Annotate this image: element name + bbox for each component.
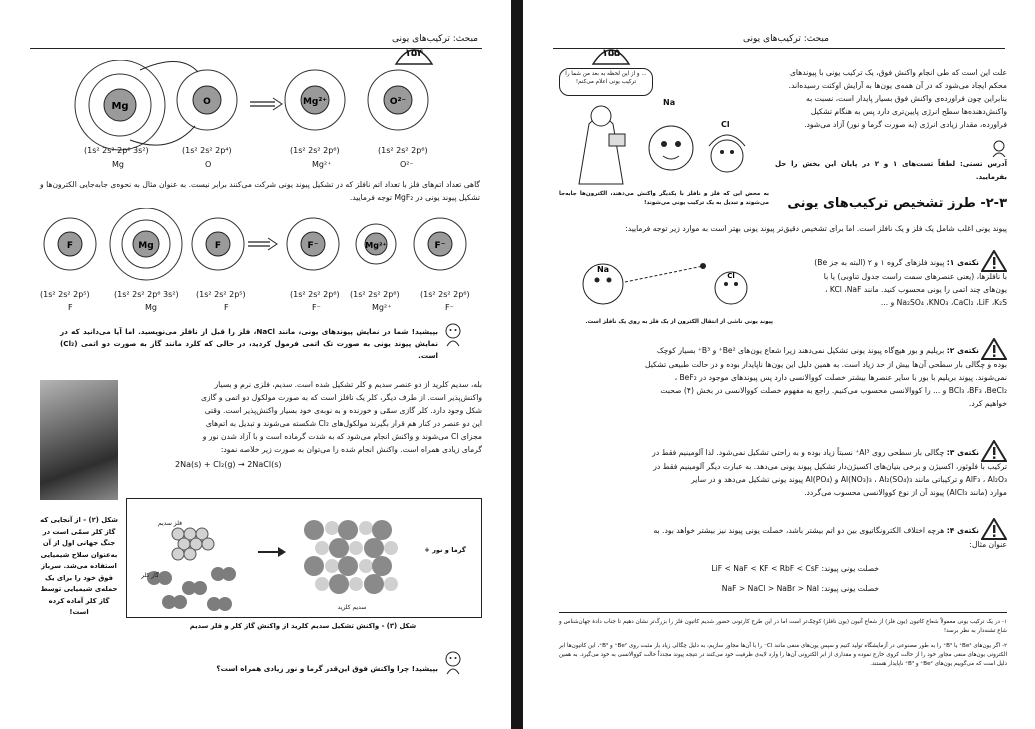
reaction-arrow-icon (258, 547, 286, 557)
mgf2-transfer-diagram (38, 208, 478, 288)
note-4-line: هرچه اختلاف الکترونگاتیوی بین دو اتم بیشتر باشد، خصلت یونی پیوند نیز بیشتر خواهد بود. به (653, 526, 945, 535)
section-intro: پیوند یونی اغلب شامل یک فلز و یک نافلز است. اما برای تشخیص دقیق‌تر پیوند یونی بهتر است به موارد زیر توجه فرمایید: (625, 224, 1007, 233)
note-3-body (559, 460, 1007, 499)
mg-ion-label-center: Mg²⁺ (372, 303, 392, 312)
svg-text:O²⁻: O²⁻ (389, 97, 407, 107)
intro-line: محکم ایجاد می‌شود که در آن همه‌ی یون‌ها به آرایش اوکتت رسیده‌اند. (788, 81, 1007, 90)
ionic-series-2 (559, 582, 879, 595)
para2-line: این دو عنصر در کنار هم قرار بگیرند مولکول‌های Cl₂ شکسته می‌شوند و تبدیل به اتم‌های (205, 419, 482, 428)
svg-text:Mg: Mg (138, 241, 154, 251)
note-2-line: بوده و چگالی بار سطحی آن‌ها بیش از حد زیاد است. به همین دلیل این یون‌ها ناپایدار بوده و در حالت طبیعی تشکیل (645, 360, 1007, 369)
svg-text:Mg²⁺: Mg²⁺ (365, 241, 387, 250)
intro-line: علت این است که طی انجام واکنش فوق، یک ترکیب یونی با پیوندهای (789, 68, 1007, 77)
right-page-number-badge (589, 40, 633, 66)
left-header-title: مبحث: ترکیب‌های یونی (392, 34, 478, 44)
svg-text:F: F (66, 241, 74, 251)
note-2-line: خواهیم کرد. (968, 399, 1007, 408)
mg-ion (285, 70, 345, 130)
note-3-line: موارد (مانند AlCl₃) پیوند آن از نوع کووالانسی محسوب می‌گردد. (804, 488, 1007, 497)
mg-label-center: Mg (145, 303, 157, 312)
f-ion-config-left: (1s² 2s² 2p⁶) (290, 290, 340, 299)
note-2-line: نمی‌شوند. پیوند بریلیم با بور با سایر عنصرها بیشتر خصلت کووالانسی دارد پس پیوندهای موجود در BeF₂ ، (674, 373, 1007, 382)
series-1-formula: LiF < NaF < KF < RbF < CsF (711, 564, 820, 573)
note-3-line: ترکیب با فلوئور، اکسیژن و برخی بنیان‌های اکسیژن‌دار تشکیل پیوند یونی می‌دهد. به عبارت دیگر آلومینیم فقط در (653, 462, 1007, 471)
f-ion-label-left: F⁻ (312, 303, 321, 312)
note-2-body (559, 358, 1007, 410)
photo-caption: شکل (۲) - از آنجایی که گاز کلر سمّی است در جنگ جهانی اول از آن به‌عنوان سلاح شیمیایی استفاده می‌شد. سرباز فوق خود را برای یک حمله‌ی شیمیایی توسط گاز کلر آماده کرده است! (40, 516, 118, 616)
left-paragraph-1: گاهی تعداد اتم‌های فلز با تعداد اتم نافلز که در تشکیل پیوند یونی شرکت می‌کنند برابر نیست. به عنوان مثال به نحوه‌ی جابه‌جایی الکترون‌ها و تشکیل پیوند یونی در MgF₂ توجه فرمایید. (40, 180, 480, 202)
para2-line: مجزای Cl می‌شوند و واکنش انجام می‌شود که به شدت گرماده است و با آزاد شدن نور و (202, 432, 482, 441)
intro-line: فراورده، مقدار زیادی انرژی (به صورت گرما و نور) آزاد می‌شود. (804, 120, 1007, 129)
para2-line: بله، سدیم کلرید از دو عنصر سدیم و کلر تشکیل شده است. سدیم، فلزی نرم و بسیار (214, 380, 482, 389)
mascot-icon (991, 140, 1007, 158)
f-ion-config-right: (1s² 2s² 2p⁶) (420, 290, 470, 299)
note-3 (559, 446, 979, 459)
priest-and-atoms-drawing (559, 94, 769, 186)
right-intro-paragraph (775, 66, 1007, 131)
tip-1: بپیشید! شما در نمایش پیوندهای یونی، مانند NaCl، فلز را قبل از نافلز می‌نویسید. اما آیا می‌دانید که در نمایش پیوند یونی به صورت تک اتمی فرمول کردید، در حالی که کلرد مانند گاز به صورت دو اتمی (Cl₂) است. (60, 327, 438, 360)
note-3-label: نکته‌ی ۳: (946, 448, 979, 457)
o-label: O (205, 160, 212, 169)
thinking-mascot-icon (442, 322, 464, 348)
note-2-label: نکته‌ی ۲: (946, 346, 979, 355)
o-config: (1s² 2s² 2p⁴) (182, 146, 232, 155)
arrow-right-icon (250, 98, 282, 110)
note-1-line: با نافلزها، (یعنی عنصرهای سمت راست جدول تناوبی) یا با (823, 272, 1007, 281)
warning-triangle-icon (981, 250, 1007, 272)
svg-text:O: O (203, 97, 211, 107)
mg-ion-config-center: (1s² 2s² 2p⁶) (350, 290, 400, 299)
right-header-title: مبحث: ترکیب‌های یونی (743, 34, 829, 44)
mg-ion-center (356, 224, 396, 264)
para2-line: واکنش‌پذیر است. از طرف دیگر، کلر یک نافلز است که به صورت مولکول دو اتمی و گازی (200, 393, 482, 402)
f-label-right: F (224, 303, 229, 312)
mg-ion-label: Mg²⁺ (312, 160, 332, 169)
note-2 (559, 344, 979, 357)
cl-label: Cl (721, 120, 730, 129)
footnote-1: ۱- در یک ترکیب یونی معمولاً شعاع کاتیون (یون فلز) از شعاع آنیون (یون نافلز) کوچک‌تر است اما در این طرح کارتونی حضور شدیم کاتیون فلز را بزرگ‌تر نشان دهیم تا جناب دادهٔ جهان‌شناس و شاع تشنه‌دار به نظر برسد! (559, 619, 1007, 634)
sodium-chloride-crystal (304, 520, 398, 594)
f-atom-right (192, 218, 244, 270)
arrow-right-icon (248, 238, 277, 250)
note-1-line: یون‌های چند اتمی را یونی محسوب کنید. مانند KCl ،NaF ، (825, 285, 1007, 294)
note-3-line: چگالی بار سطحی روی Al³⁺ نسبتاً زیاد بوده و به راحتی تشکیل نمی‌شود. لذا آلومینیم فقط در (652, 448, 945, 457)
nacl-label: سدیم کلرید (337, 604, 367, 611)
f-ion-right (414, 218, 466, 270)
warning-triangle-icon (981, 338, 1007, 360)
note-1-line: Na₂SO₄ ،KNO₃ ،CaCl₂ ،LiF ،K₂S و ... (880, 298, 1007, 307)
mg-label: Mg (112, 160, 124, 169)
note-4-line: عنوان مثال: (969, 540, 1007, 549)
f-atom-left (44, 218, 96, 270)
right-page (523, 0, 1035, 729)
left-page-number: ۱۵۴ (404, 48, 424, 59)
para2-line: شکل وجود دارد. کلر گازی سمّی و خورنده و به نوبه‌ی خود بسیار واکنش‌پذیر است. وقتی (204, 406, 482, 415)
footnote-2: ۲- اگر یون‌های Be²⁺ یا B³⁺ را به طور مصنوعی در آزمایشگاه تولید کنیم و سپس یون‌های منفی مانند Cl⁻ را با آن‌ها مجاور سازیم، به دلیل چگالی زیاد بار مثبت روی Be²⁺ و B³⁺، این کاتیون‌ها ابر الکترونی یون‌های منفی مجاور خود را از حالت کروی خارج نموده و مقداری از ابر الکترونی آن‌ها را وارد لایه‌ی ظرفیت خود می‌کنند در نتیجه پیوند مجدداً حالت کووالانسی به خود می‌گیرد. به همین دلیل است که می‌گوییم یون‌های Be²⁺ و B³⁺ ناپایدار هستند. (559, 643, 1007, 667)
para2-line: گرمای زیادی همراه است. واکنش انجام شده را می‌توان به صورت زیر خلاصه نمود: (220, 445, 482, 454)
svg-text:F⁻: F⁻ (307, 241, 319, 251)
mg-atom (75, 60, 165, 150)
mg-config: (1s² 2s² 2p⁶ 3s²) (84, 146, 149, 155)
left-paragraph-2 (126, 378, 482, 456)
svg-text:F⁻: F⁻ (434, 241, 446, 251)
note-4-label: نکته‌ی ۴: (946, 526, 979, 535)
note-4-body (559, 538, 1007, 551)
reaction-equation: 2Na(s) + Cl₂(g) → 2NaCl(s) (175, 460, 282, 469)
tip-2: بپیشید! چرا واکنش فوق این‌قدر گرما و نور زیادی همراه است؟ (216, 664, 438, 673)
wedding-cartoon-caption: به محض این که فلز و نافلز با یکدیگر واکنش می‌دهند، الکترون‌ها جابه‌جا می‌شوند و تبدیل به یک ترکیب یونی می‌شوند! (559, 191, 769, 206)
f-label-left: F (68, 303, 73, 312)
svg-text:Mg²⁺: Mg²⁺ (302, 97, 328, 107)
f-ion-label-right: F⁻ (445, 303, 454, 312)
note-1-label: نکته‌ی ۱: (946, 258, 979, 267)
electron-transfer-caption: پیوند یونی ناشی از انتقال الکترون از یک فلز به روی یک نافلز است. (585, 319, 773, 325)
chlorine-label: گاز کلر (141, 572, 159, 579)
section-heading: ۲-۳- طرز تشخیص ترکیب‌های یونی (787, 196, 1007, 211)
warning-triangle-icon (981, 518, 1007, 540)
intro-line: واکنش‌دهنده‌ها سطح انرژی پایین‌تری دارد پس به هنگام تشکیل (810, 107, 1007, 116)
note-4 (559, 524, 979, 537)
warning-triangle-icon (981, 440, 1007, 462)
intro-line: بنابراین چون فراورده‌ی واکنش فوق بسیار پایدار است، نسبت به (806, 94, 1007, 103)
mg-config-center: (1s² 2s² 2p⁶ 3s²) (114, 290, 179, 299)
speech-bubble-text: ... و از این لحظه به بعد من شما را ترکیب یونی اعلام می‌کنم! (565, 71, 647, 85)
svg-text:Cl: Cl (727, 272, 735, 280)
note-2-line: BCl₃ ،BF₃ ،BeCl₂ و ... را کووالانسی محسوب می‌کنیم. راجع به مفهوم خصلت کووالانسی در بخش (۴) صحبت (660, 386, 1007, 395)
mg-atom-center (110, 208, 182, 280)
o-ion-config: (1s² 2s² 2p⁶) (378, 146, 428, 155)
soldier-gas-mask-photo (40, 380, 118, 500)
note-3-line: AlF₃ ، Al₂O₃ و ترکیباتی مانند Al(NO₃)₃ ، Al₂(SO₄)₃ و Al(PO₄) پیوند یونی تشکیل می‌دهد و در سایر (691, 475, 1007, 484)
left-page (0, 0, 512, 729)
series-2-formula: NaF > NaCl > NaBr > NaI (721, 584, 820, 593)
svg-text:F: F (214, 241, 222, 251)
note-2-line: بریلیم و بور هیچ‌گاه پیوند یونی تشکیل نمی‌دهند زیرا شعاع یون‌های Be²⁺ و B³⁺ بسیار کوچک (656, 346, 945, 355)
test-address-line: آدرس تستی: لطفاً تست‌های ۱ و ۲ در پایان این بخش را حل بفرمایید. (775, 160, 1008, 181)
ionic-wedding-cartoon (559, 68, 769, 186)
series-2-label: خصلت یونی پیوند: (821, 584, 879, 593)
footnote-divider (559, 612, 1007, 613)
na-label: Na (663, 98, 676, 107)
ionic-series-1 (559, 562, 879, 575)
right-page-number: ۱۵۵ (601, 48, 621, 59)
mg-symbol: Mg (111, 101, 129, 112)
note-1 (775, 256, 979, 269)
svg-text:Na: Na (596, 265, 610, 274)
series-1-label: خصلت یونی پیوند: (821, 564, 879, 573)
f-config-left: (1s² 2s² 2p⁵) (40, 290, 90, 299)
figure-3-caption: شکل (۳) - واکنش تشکیل سدیم کلرید از واکنش گاز کلر و فلز سدیم (189, 622, 417, 630)
electron-transfer-cartoon (563, 252, 763, 316)
o-atom (177, 70, 237, 130)
mg-o-transfer-diagram (70, 60, 490, 160)
heat-light-label: گرما و نور + (424, 546, 466, 554)
mg-ion-config: (1s² 2s² 2p⁶) (290, 146, 340, 155)
note-1-body (775, 270, 1007, 309)
f-ion-left (287, 218, 339, 270)
sodium-metal-block (172, 528, 214, 560)
sodium-label: فلز سدیم (158, 520, 182, 527)
thinking-mascot-icon (442, 650, 464, 676)
o-ion-label: O²⁻ (400, 160, 414, 169)
note-1-line: پیوند فلزهای گروه ۱ و ۲ (البته به جز Be) (814, 258, 945, 267)
o-ion (368, 70, 428, 130)
f-config-right: (1s² 2s² 2p⁵) (196, 290, 246, 299)
